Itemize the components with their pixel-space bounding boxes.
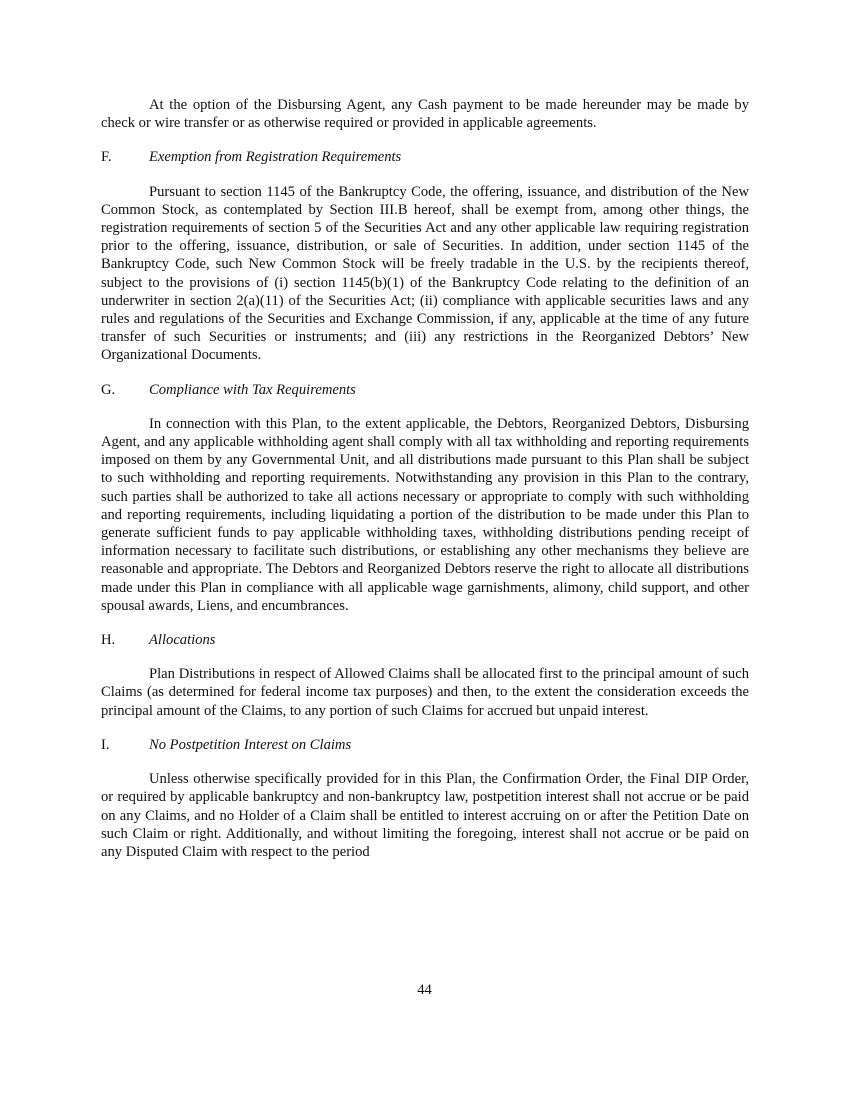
section-title: No Postpetition Interest on Claims bbox=[149, 736, 352, 753]
intro-paragraph: At the option of the Disbursing Agent, any Cash payment to be made hereunder may be made by check or wire transfer or as otherwise required or provided in applicable agreements. bbox=[101, 97, 749, 132]
section-paragraph-f: Pursuant to section 1145 of the Bankruptcy Code, the offering, issuance, and distribution of the New Common Stock, as contemplated by Section III.B hereof, shall be exempt from, among other things, the registration requirements of section 5 of the Securities Act and any other applicable law requiring registration prior to the offering, issuance, distribution, or sale of Securities. In addition, under section 1145 of the Bankruptcy Code, such New Common Stock will be freely tradable in the U.S. by the recipients thereof, subject to the provisions of (i) section 1145(b)(1) of the Bankruptcy Code relating to the definition of an underwriter in section 2(a)(11) of the Securities Act; (ii) compliance with applicable securities laws and any rules and regulations of the Securities and Exchange Commission, if any, applicable at the time of any future transfer of such Securities or instruments; and (iii) any restrictions in the Reorganized Debtors’ New Organizational Documents. bbox=[101, 183, 749, 364]
section-title: Compliance with Tax Requirements bbox=[149, 381, 356, 398]
section-letter: G. bbox=[101, 381, 116, 398]
section-paragraph-i: Unless otherwise specifically provided for in this Plan, the Confirmation Order, the Final DIP Order, or required by applicable bankruptcy and non-bankruptcy law, postpetition interest shall not accrue or be paid on any Claims, and no Holder of a Claim shall be entitled to interest accruing on or after the Petition Date on such Claim or right. Additionally, and without limiting the foregoing, interest shall not accrue or be paid on any Disputed Claim with respect to the period bbox=[101, 771, 749, 860]
page-number: 44 bbox=[417, 982, 432, 998]
section-paragraph-h: Plan Distributions in respect of Allowed Claims shall be allocated first to the principal amount of such Claims (as determined for federal income tax purposes) and then, to the extent the consideration exceeds the principal amount of the Claims, to any portion of such Claims for accrued but unpaid interest. bbox=[101, 666, 749, 719]
section-heading-h bbox=[101, 631, 749, 649]
section-heading-f bbox=[101, 148, 749, 166]
section-heading-g bbox=[101, 381, 749, 399]
section-letter: I. bbox=[101, 736, 110, 753]
section-letter: F. bbox=[101, 149, 112, 166]
document-page bbox=[101, 96, 749, 877]
section-heading-i bbox=[101, 736, 749, 754]
section-title: Exemption from Registration Requirements bbox=[149, 149, 402, 166]
section-title: Allocations bbox=[149, 632, 216, 649]
section-paragraph-g: In connection with this Plan, to the extent applicable, the Debtors, Reorganized Debtors, Disbursing Agent, and any applicable withholding agent shall comply with all tax withholding and reporting requirements imposed on them by any Governmental Unit, and all distributions made pursuant to this Plan shall be subject to such withholding and reporting requirements. Notwithstanding any provision in this Plan to the contrary, such parties shall be authorized to take all actions necessary or appropriate to comply with such withholding and reporting requirements, including liquidating a portion of the distribution to be made under this Plan to generate sufficient funds to pay applicable withholding taxes, withholding distributions pending receipt of information necessary to facilitate such distributions, or establishing any other mechanisms they believe are reasonable and appropriate. The Debtors and Reorganized Debtors reserve the right to allocate all distributions made under this Plan in compliance with all applicable wage garnishments, alimony, child support, and other spousal awards, Liens, and encumbrances. bbox=[101, 415, 749, 614]
section-letter: H. bbox=[101, 632, 116, 649]
